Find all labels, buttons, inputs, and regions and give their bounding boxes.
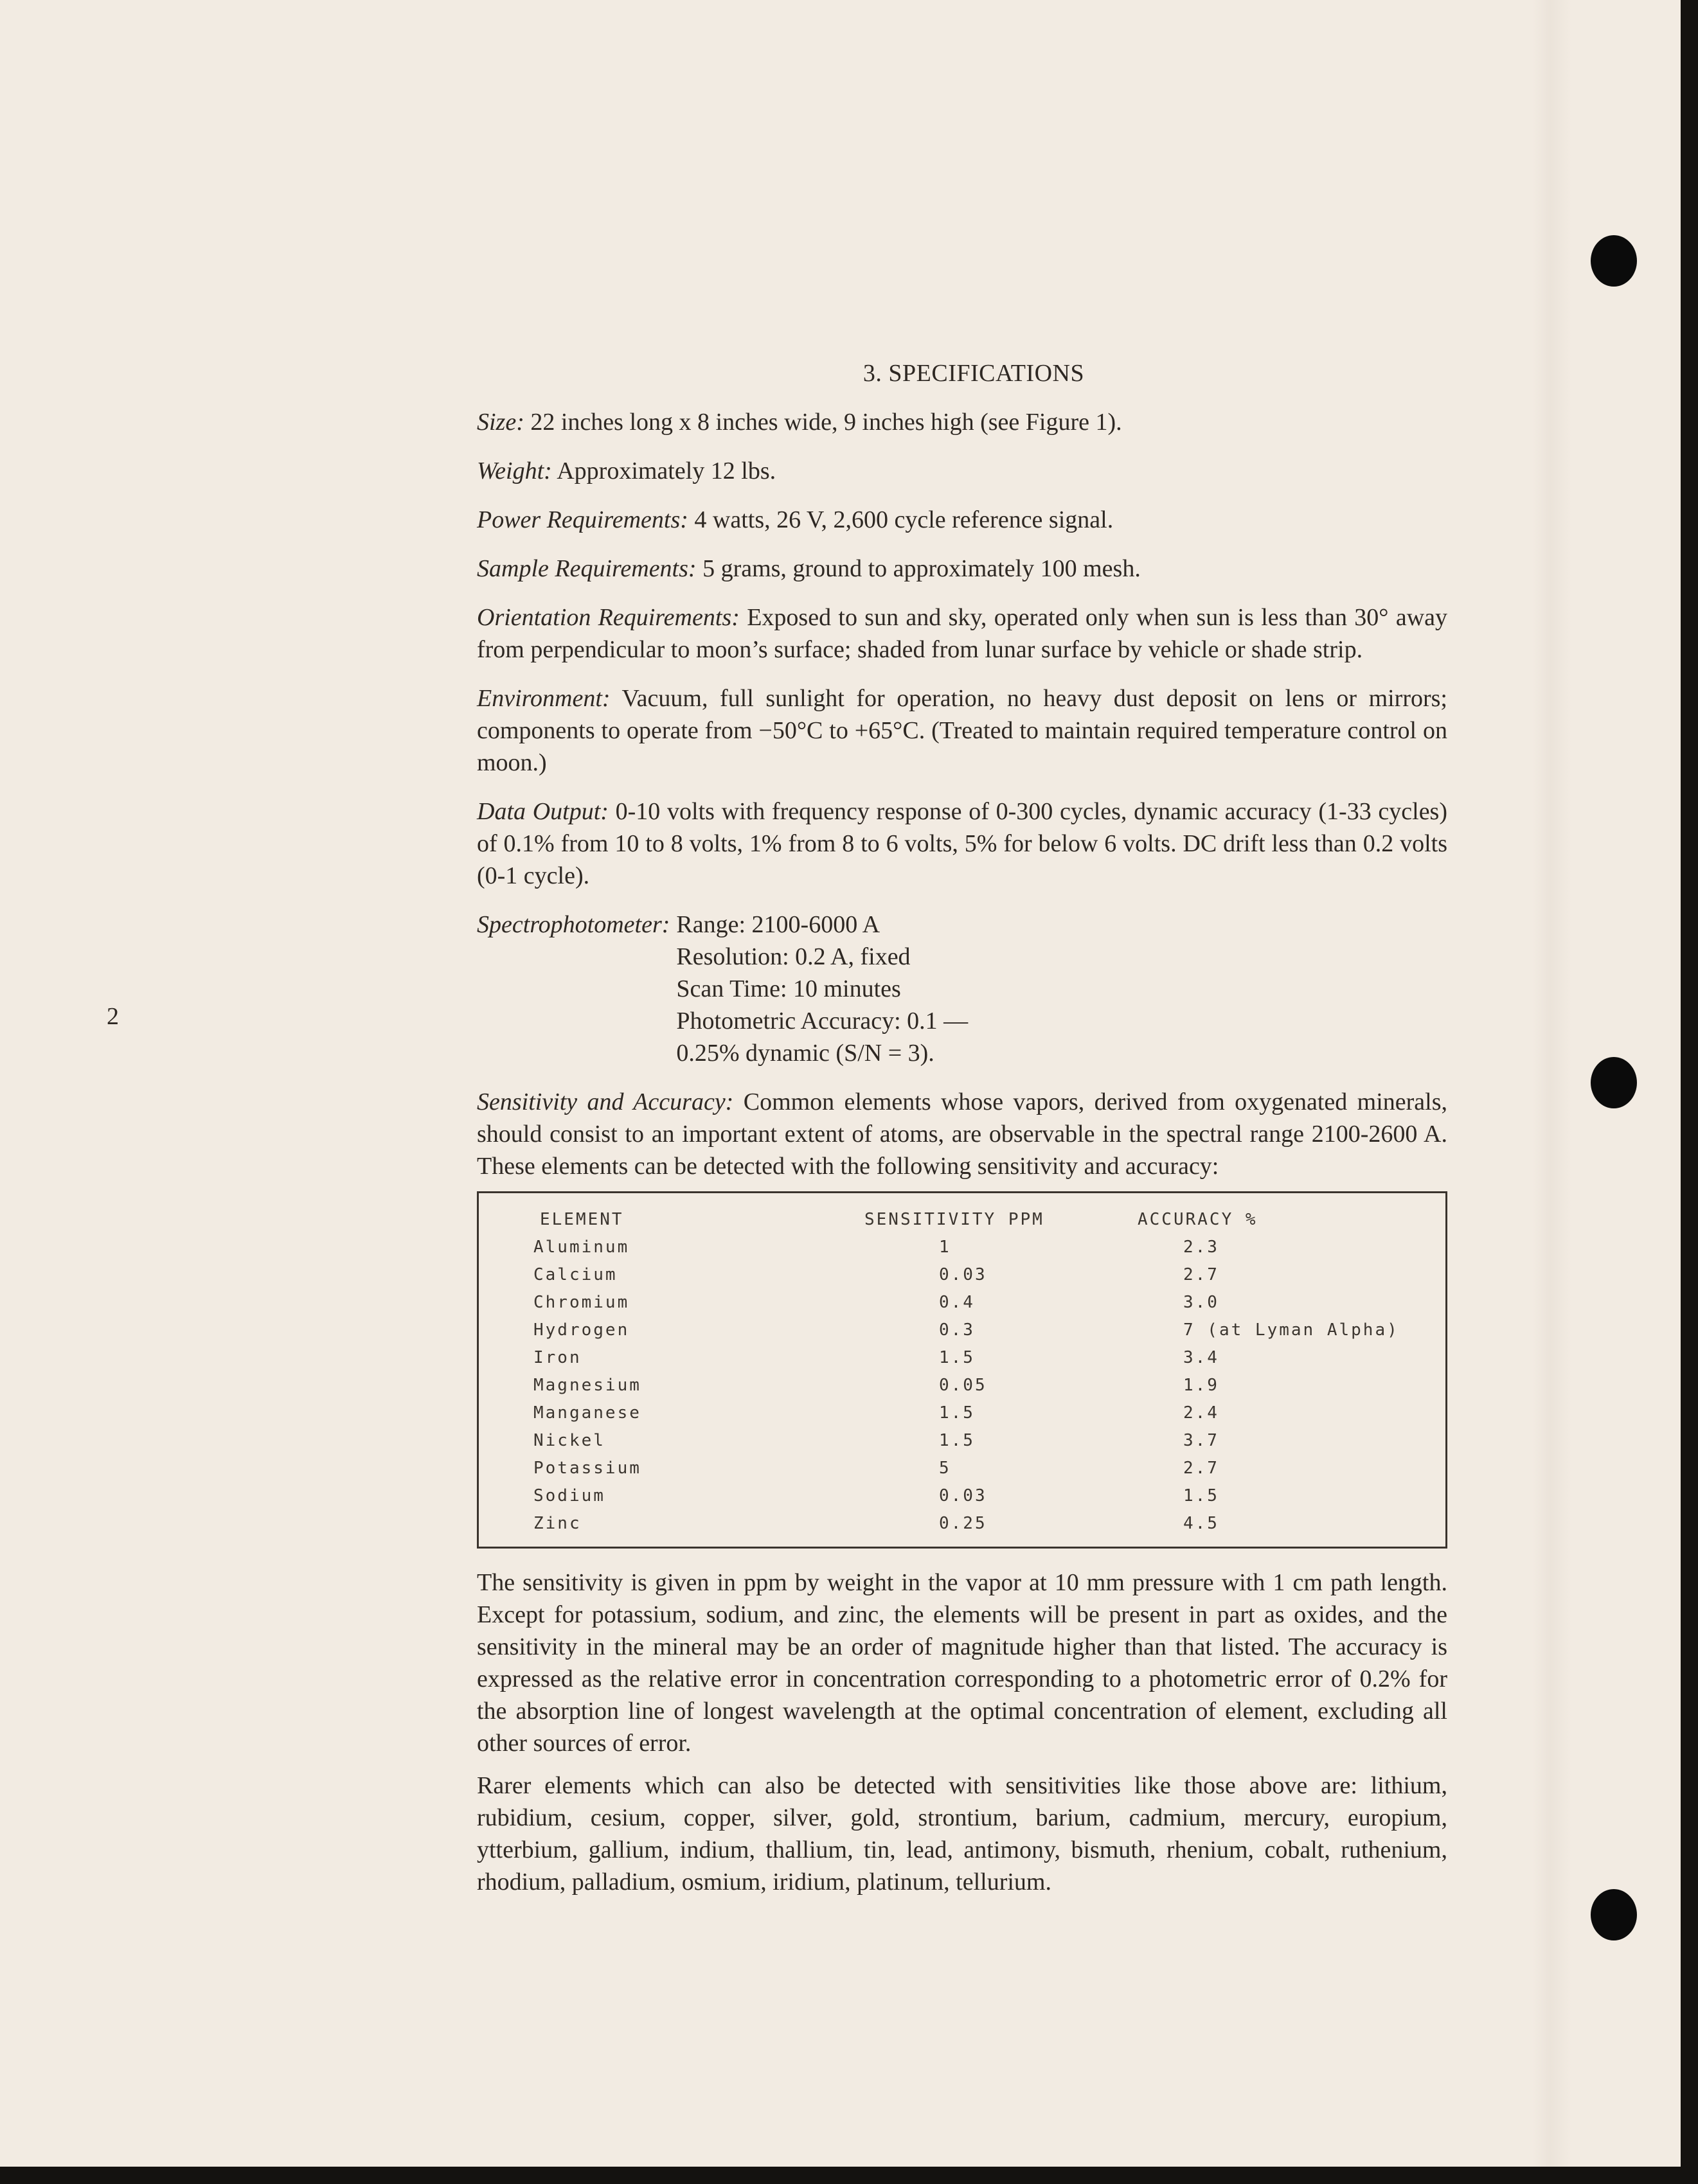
spectrophotometer-lines xyxy=(676,909,968,1069)
column-header-accuracy: ACCURACY % xyxy=(1138,1210,1258,1229)
cell-sensitivity: 1 xyxy=(939,1238,951,1257)
table-row xyxy=(479,1317,1445,1344)
spec-power xyxy=(477,504,1447,536)
spec-spectrophotometer xyxy=(477,909,1447,1069)
spectro-line: Photometric Accuracy: 0.1 — xyxy=(676,1008,969,1034)
cell-sensitivity: 0.03 xyxy=(939,1265,987,1284)
spec-label: Environment: xyxy=(477,685,611,712)
paper-fold-shadow xyxy=(1533,0,1571,2167)
cell-element: Zinc xyxy=(533,1514,582,1533)
spec-size xyxy=(477,406,1447,438)
spec-orientation xyxy=(477,601,1447,666)
spec-text: Common elements whose vapors, derived from oxygenated minerals, should consist to an important extent of atoms, are observable in the spectral range 2100-2600 A. These elements can be detected with the following sensitivity and accuracy: xyxy=(477,1088,1448,1180)
cell-accuracy: 1.9 xyxy=(1183,1376,1219,1395)
cell-element: Nickel xyxy=(533,1431,605,1450)
binder-hole-middle xyxy=(1591,1057,1637,1108)
cell-accuracy: 2.7 xyxy=(1183,1265,1219,1284)
table-row xyxy=(479,1482,1445,1510)
spec-text: Vacuum, full sunlight for operation, no heavy dust deposit on lens or mirrors; components to operate from −50°C to +65°C. (Treated to maintain required temperature control on moon.) xyxy=(477,685,1447,776)
spectro-line: Resolution: 0.2 A, fixed xyxy=(676,943,911,970)
cell-sensitivity: 0.05 xyxy=(939,1376,987,1395)
cell-element: Hydrogen xyxy=(533,1320,630,1340)
cell-sensitivity: 0.4 xyxy=(939,1293,975,1312)
spec-text: 5 grams, ground to approximately 100 mesh. xyxy=(702,555,1141,582)
table-row xyxy=(479,1261,1445,1289)
spec-label: Size: xyxy=(477,409,524,436)
section-heading: 3. SPECIFICATIONS xyxy=(862,360,1085,387)
table-row xyxy=(479,1427,1445,1455)
cell-sensitivity: 1.5 xyxy=(939,1348,975,1367)
spec-label: Power Requirements: xyxy=(477,506,688,533)
cell-sensitivity: 0.25 xyxy=(939,1514,987,1533)
spectro-line: Range: 2100-6000 A xyxy=(676,911,880,938)
spec-label: Sensitivity and Accuracy: xyxy=(477,1088,734,1115)
cell-accuracy: 2.3 xyxy=(1183,1238,1219,1257)
spec-sample xyxy=(477,553,1447,585)
cell-element: Iron xyxy=(533,1348,582,1367)
table-row xyxy=(479,1344,1445,1372)
spec-label: Spectrophotometer: xyxy=(477,911,670,938)
cell-element: Manganese xyxy=(533,1403,641,1423)
spec-label: Orientation Requirements: xyxy=(477,604,740,631)
cell-accuracy: 3.7 xyxy=(1183,1431,1219,1450)
cell-element: Calcium xyxy=(533,1265,618,1284)
cell-sensitivity: 1.5 xyxy=(939,1403,975,1423)
cell-accuracy: 4.5 xyxy=(1183,1514,1219,1533)
rarer-elements: Rarer elements which can also be detected with sensitivities like those above are: lithium, rubidium, cesium, copper, silver, gold, strontium, barium, cadmium, mercury, europium, ytterbium, gallium, indium, thallium, tin, lead, antimony, bismuth, rhenium, cobalt, ruthenium, rhodium, palladium, osmium, iridium, platinum, tellurium. xyxy=(477,1772,1447,1895)
element-table xyxy=(477,1191,1447,1549)
binder-hole-top xyxy=(1591,235,1637,287)
cell-accuracy: 3.4 xyxy=(1183,1348,1219,1367)
table-row xyxy=(479,1455,1445,1482)
spec-data-output xyxy=(477,795,1447,892)
cell-element: Magnesium xyxy=(533,1376,641,1395)
spec-text: 0-10 volts with frequency response of 0-300 cycles, dynamic accuracy (1-33 cycles) of 0.1% from 10 to 8 volts, 1% from 8 to 6 volts, 5% for below 6 volts. DC drift less than 0.2 volts (0-1 cycle). xyxy=(477,798,1448,889)
page-number: 2 xyxy=(107,1003,119,1030)
column-header-sensitivity: SENSITIVITY PPM xyxy=(864,1210,1044,1229)
spec-environment xyxy=(477,682,1447,779)
cell-element: Potassium xyxy=(533,1459,641,1478)
spec-sensitivity xyxy=(477,1086,1447,1182)
spec-text: Exposed to sun and sky, operated only when sun is less than 30° away from perpendicular to moon’s surface; shaded from lunar surface by vehicle or shade strip. xyxy=(477,604,1448,663)
spec-label: Data Output: xyxy=(477,798,609,825)
spec-text: 4 watts, 26 V, 2,600 cycle reference signal. xyxy=(694,506,1114,533)
table-row xyxy=(479,1372,1445,1399)
cell-accuracy: 1.5 xyxy=(1183,1486,1219,1505)
cell-sensitivity: 1.5 xyxy=(939,1431,975,1450)
spec-text: 22 inches long x 8 inches wide, 9 inches high (see Figure 1). xyxy=(530,409,1122,436)
cell-accuracy: 7 (at Lyman Alpha) xyxy=(1183,1320,1399,1340)
cell-element: Chromium xyxy=(533,1293,630,1312)
table-row xyxy=(479,1510,1445,1538)
spec-label: Sample Requirements: xyxy=(477,555,697,582)
cell-element: Sodium xyxy=(533,1486,605,1505)
spec-weight xyxy=(477,455,1447,487)
table-row xyxy=(479,1289,1445,1317)
spec-text: Approximately 12 lbs. xyxy=(557,457,776,484)
cell-sensitivity: 0.3 xyxy=(939,1320,975,1340)
column-header-element: ELEMENT xyxy=(540,1210,624,1229)
table-row xyxy=(479,1399,1445,1427)
spec-label: Weight: xyxy=(477,457,552,484)
cell-element: Aluminum xyxy=(533,1238,630,1257)
binder-hole-bottom xyxy=(1591,1889,1637,1940)
cell-accuracy: 2.4 xyxy=(1183,1403,1219,1423)
main-content xyxy=(477,357,1447,1908)
cell-accuracy: 2.7 xyxy=(1183,1459,1219,1478)
spectro-line: 0.25% dynamic (S/N = 3). xyxy=(676,1040,934,1067)
spectro-line: Scan Time: 10 minutes xyxy=(676,975,901,1002)
cell-sensitivity: 0.03 xyxy=(939,1486,987,1505)
table-header-row xyxy=(479,1206,1445,1234)
table-row xyxy=(479,1234,1445,1261)
sensitivity-explanation: The sensitivity is given in ppm by weight in the vapor at 10 mm pressure with 1 cm path length. Except for potassium, sodium, and zinc, the elements will be present in part as oxides, and the sensitivity in the mineral may be an order of magnitude higher than that listed. The accuracy is expressed as the relative error in concentration corresponding to a photometric error of 0.2% for the absorption line of longest wavelength at the optimal concentration of element, excluding all other sources of error. xyxy=(477,1569,1447,1757)
cell-accuracy: 3.0 xyxy=(1183,1293,1219,1312)
cell-sensitivity: 5 xyxy=(939,1459,951,1478)
